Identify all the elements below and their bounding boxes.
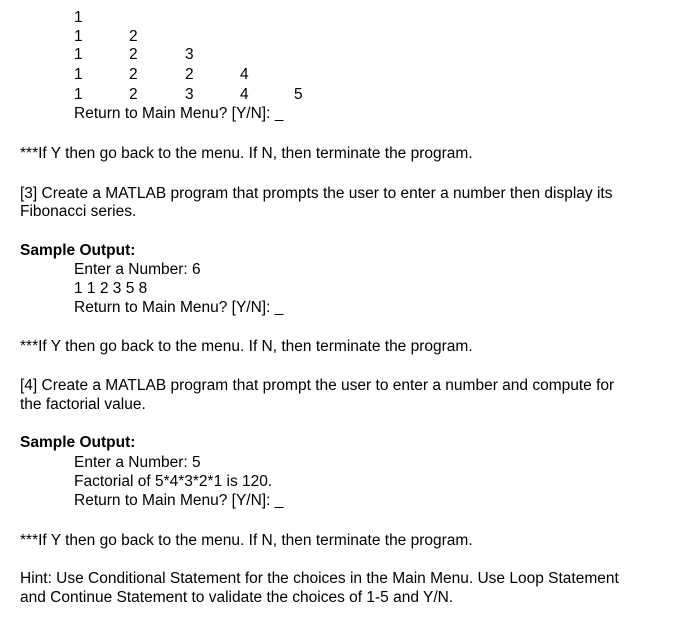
hint-text: Hint: Use Conditional Statement for the choices in the Main Menu. Use Loop Statement	[20, 570, 619, 587]
triangle-cell: 2	[185, 66, 194, 83]
triangle-cell: 1	[74, 46, 83, 63]
triangle-cell: 4	[240, 66, 249, 83]
sample-output-line: Return to Main Menu? [Y/N]: _	[74, 299, 284, 316]
triangle-cell: 4	[240, 86, 249, 103]
note-text: ***If Y then go back to the menu. If N, then terminate the program.	[20, 145, 473, 162]
triangle-cell: 2	[129, 86, 138, 103]
question-4-text-cont: the factorial value.	[20, 396, 146, 413]
question-3-text: [3] Create a MATLAB program that prompts the user to enter a number then display its	[20, 185, 613, 202]
triangle-cell: 3	[185, 86, 194, 103]
sample-output-line: Enter a Number: 6	[74, 261, 201, 278]
hint-text-cont: and Continue Statement to validate the choices of 1-5 and Y/N.	[20, 589, 454, 606]
triangle-cell: 1	[74, 66, 83, 83]
sample-output-line: Return to Main Menu? [Y/N]: _	[74, 492, 284, 509]
triangle-cell: 2	[129, 28, 138, 45]
note-text: ***If Y then go back to the menu. If N, then terminate the program.	[20, 532, 473, 549]
triangle-cell: 3	[185, 46, 194, 63]
triangle-cell: 1	[74, 28, 83, 45]
triangle-cell: 5	[294, 86, 303, 103]
sample-output-heading: Sample Output:	[20, 434, 136, 451]
sample-output-heading: Sample Output:	[20, 242, 136, 259]
triangle-cell: 1	[74, 9, 83, 26]
sample-output-line: Enter a Number: 5	[74, 454, 201, 471]
triangle-cell: 2	[129, 46, 138, 63]
note-text: ***If Y then go back to the menu. If N, then terminate the program.	[20, 338, 473, 355]
question-3-text-cont: Fibonacci series.	[20, 203, 137, 220]
triangle-cell: 1	[74, 86, 83, 103]
triangle-prompt: Return to Main Menu? [Y/N]: _	[74, 105, 284, 122]
triangle-cell: 2	[129, 66, 138, 83]
sample-output-line: 1 1 2 3 5 8	[74, 280, 148, 297]
sample-output-line: Factorial of 5*4*3*2*1 is 120.	[74, 473, 273, 490]
question-4-text: [4] Create a MATLAB program that prompt the user to enter a number and compute for	[20, 377, 615, 394]
